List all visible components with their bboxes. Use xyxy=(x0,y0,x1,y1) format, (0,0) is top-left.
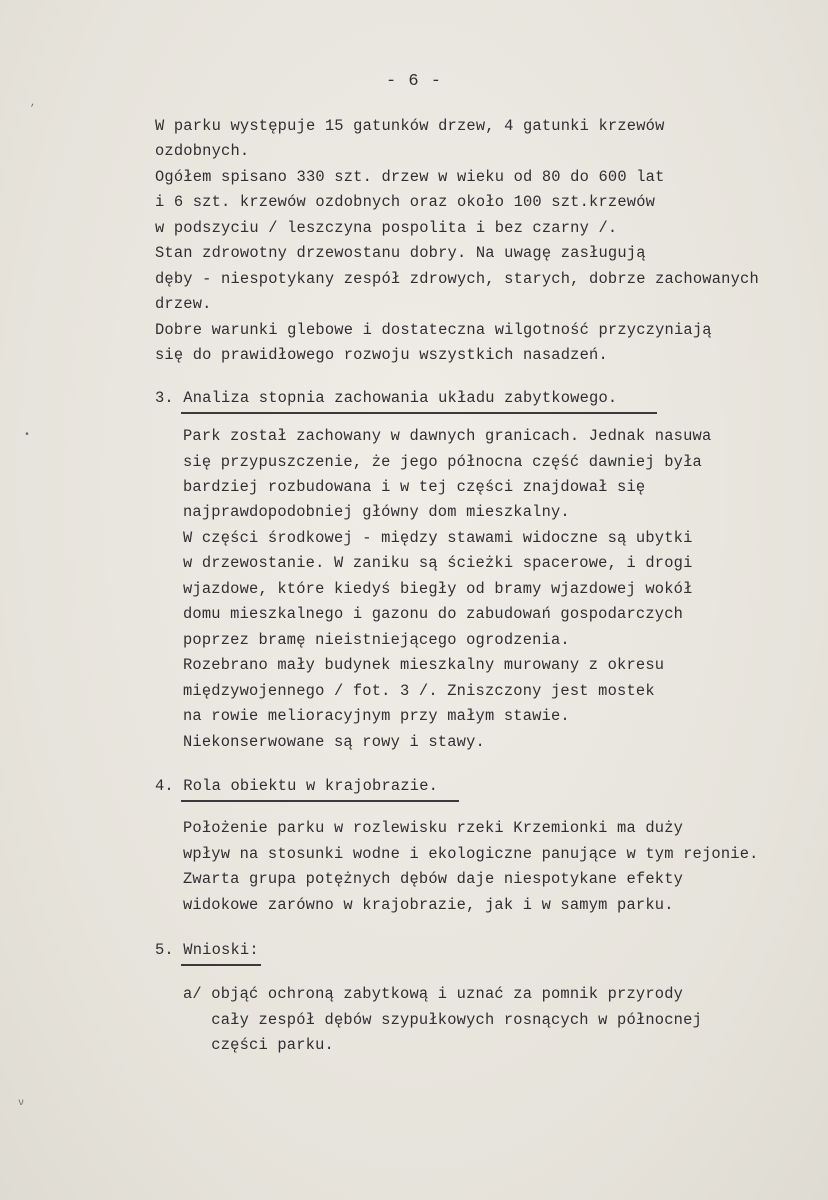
section-heading: 4. Rola obiektu w krajobrazie. xyxy=(155,777,439,795)
text-line: się przypuszczenie, że jego północna część dawniej była xyxy=(183,453,702,471)
text-line: drzew. xyxy=(155,295,212,313)
text-line: Zwarta grupa potężnych dębów daje niespotykane efekty xyxy=(183,870,684,888)
text-line: na rowie melioracyjnym przy małym stawie. xyxy=(183,707,570,725)
section-heading: 3. Analiza stopnia zachowania układu zabytkowego. xyxy=(155,389,618,407)
text-line: W parku występuje 15 gatunków drzew, 4 gatunki krzewów xyxy=(155,117,665,135)
text-line: widokowe zarówno w krajobrazie, jak i w samym parku. xyxy=(183,896,674,914)
heading-underline xyxy=(181,412,657,414)
text-line: części parku. xyxy=(183,1036,334,1054)
page-number: - 6 - xyxy=(385,72,442,91)
text-line: wjazdowe, które kiedyś biegły od bramy wjazdowej wokół xyxy=(183,580,693,598)
text-line: domu mieszkalnego i gazonu do zabudowań gospodarczych xyxy=(183,605,684,623)
text-line: w podszyciu / leszczyna pospolita i bez czarny /. xyxy=(155,219,618,237)
text-line: Niekonserwowane są rowy i stawy. xyxy=(183,733,485,751)
text-line: Park został zachowany w dawnych granicach. Jednak nasuwa xyxy=(183,427,712,445)
margin-speck: , xyxy=(30,98,37,109)
text-line: Stan zdrowotny drzewostanu dobry. Na uwagę zasługują xyxy=(155,244,646,262)
text-line: dęby - niespotykany zespół zdrowych, starych, dobrze zachowanych xyxy=(155,270,759,288)
text-line: W części środkowej - między stawami widoczne są ubytki xyxy=(183,529,693,547)
text-line: cały zespół dębów szypułkowych rosnących w północnej xyxy=(183,1011,702,1029)
heading-underline xyxy=(181,964,261,966)
section-heading: 5. Wnioski: xyxy=(155,941,259,959)
text-line: a/ objąć ochroną zabytkową i uznać za pomnik przyrody xyxy=(183,985,684,1003)
text-line: wpływ na stosunki wodne i ekologiczne panujące w tym rejonie. xyxy=(183,845,759,863)
text-line: się do prawidłowego rozwoju wszystkich nasadzeń. xyxy=(155,346,608,364)
text-line: Położenie parku w rozlewisku rzeki Krzemionki ma duży xyxy=(183,819,684,837)
heading-underline xyxy=(181,800,459,802)
text-line: najprawdopodobniej główny dom mieszkalny. xyxy=(183,503,570,521)
text-line: poprzez bramę nieistniejącego ogrodzenia. xyxy=(183,631,570,649)
text-line: Ogółem spisano 330 szt. drzew w wieku od 80 do 600 lat xyxy=(155,168,665,186)
text-line: Rozebrano mały budynek mieszkalny murowany z okresu xyxy=(183,656,665,674)
text-line: i 6 szt. krzewów ozdobnych oraz około 100 szt.krzewów xyxy=(155,193,656,211)
text-line: międzywojennego / fot. 3 /. Zniszczony jest mostek xyxy=(183,682,655,700)
text-line: Dobre warunki glebowe i dostateczna wilgotność przyczyniają xyxy=(155,321,712,339)
text-line: ozdobnych. xyxy=(155,142,250,160)
text-line: bardziej rozbudowana i w tej części znajdował się xyxy=(183,478,646,496)
margin-speck: ν xyxy=(18,1098,25,1109)
margin-speck: • xyxy=(24,430,31,441)
text-line: w drzewostanie. W zaniku są ścieżki spacerowe, i drogi xyxy=(183,554,693,572)
